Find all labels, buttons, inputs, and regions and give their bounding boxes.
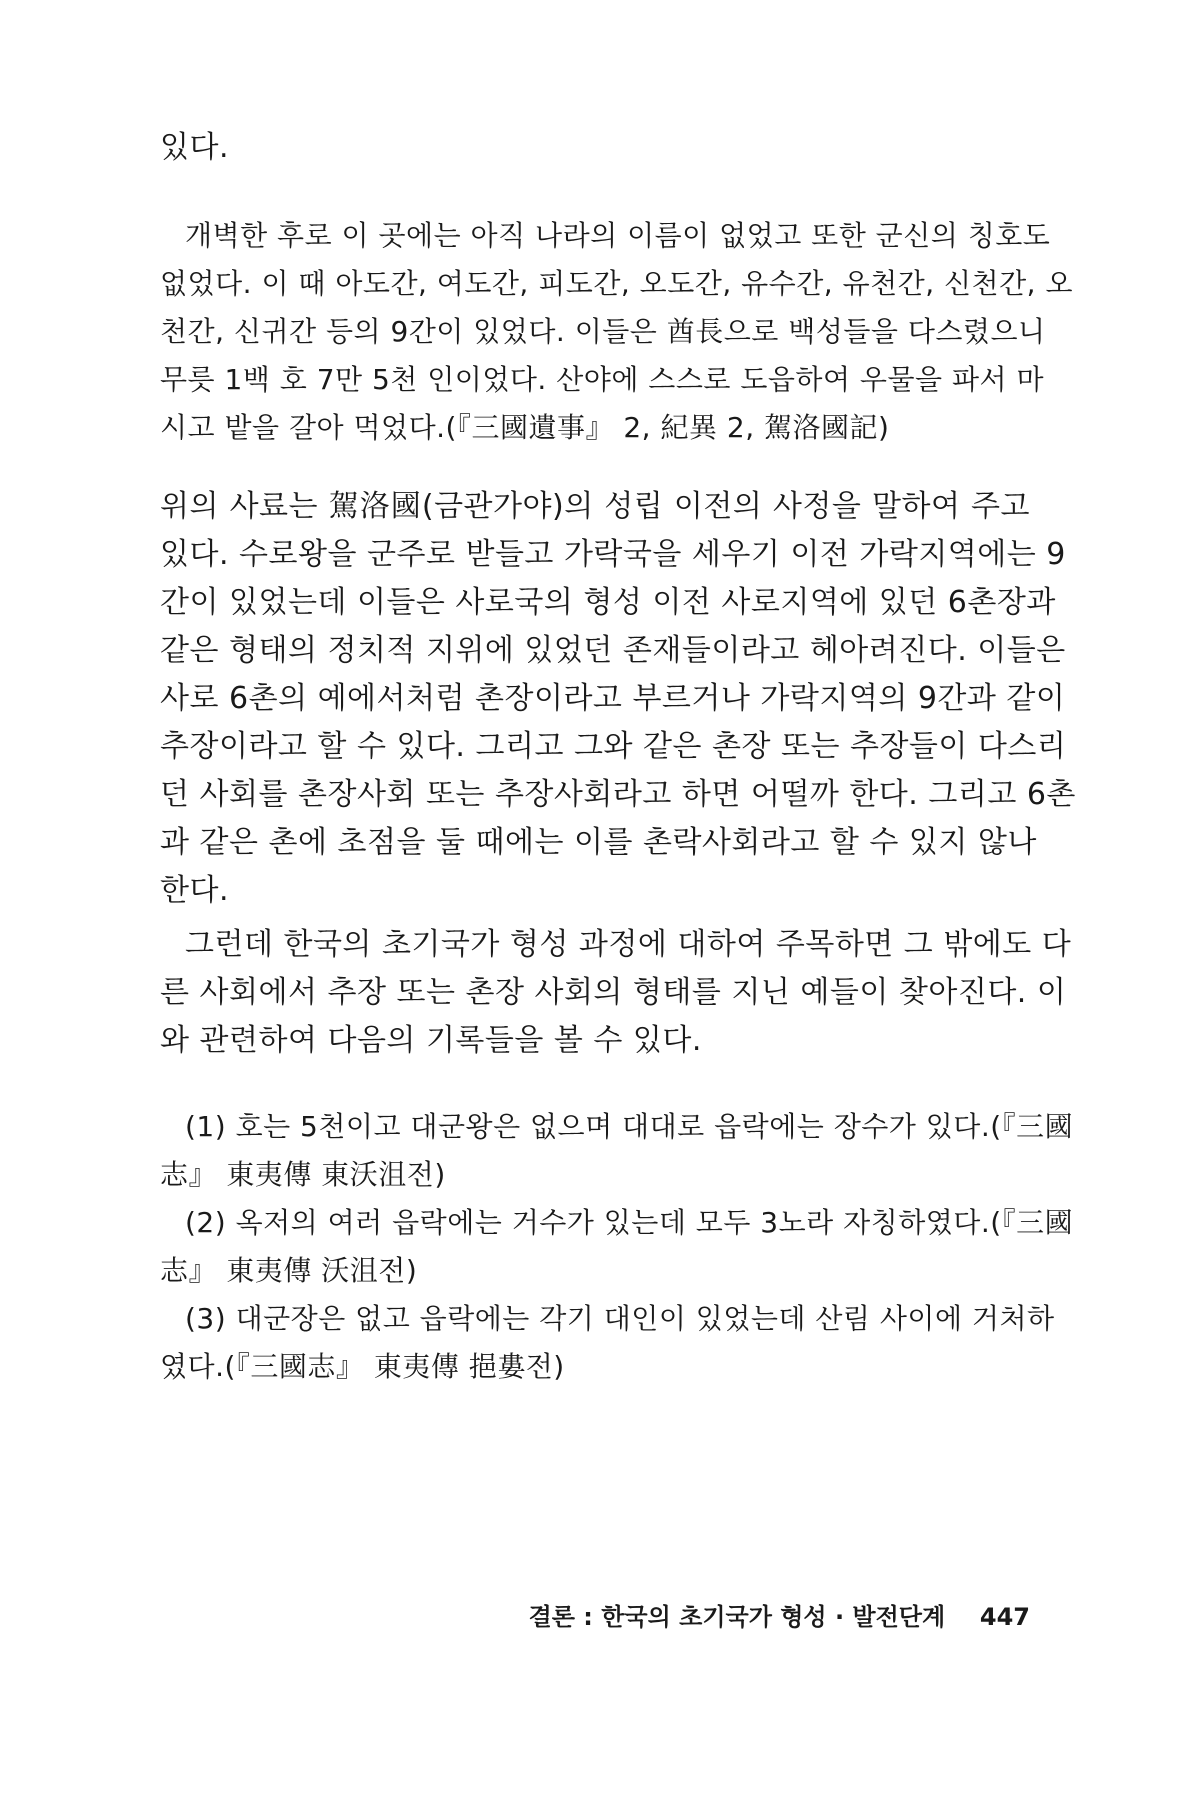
page-footer <box>529 1600 1030 1634</box>
record-3-cont: 였다.(『三國志』 東夷傳 挹婁전) <box>160 1350 565 1383</box>
body-line: 있다. 수로왕을 군주로 받들고 가락국을 세우기 이전 가락지역에는 9 <box>160 537 1066 572</box>
record-2-cont: 志』 東夷傳 沃沮전) <box>160 1254 418 1287</box>
quote-line: 무릇 1백 호 7만 5천 인이었다. 산야에 스스로 도읍하여 우물을 파서 마 <box>160 363 1044 396</box>
running-title: 결론 : 한국의 초기국가 형성 · 발전단계 <box>528 1603 946 1631</box>
body-line: 사로 6촌의 예에서처럼 촌장이라고 부르거나 가락지역의 9간과 같이 <box>160 681 1066 716</box>
record-3-line: (3) 대군장은 없고 읍락에는 각기 대인이 있었는데 산림 사이에 거처하 <box>185 1302 1055 1335</box>
body-line: 른 사회에서 추장 또는 촌장 사회의 형태를 지닌 예들이 찾아진다. 이 <box>160 975 1067 1010</box>
body-line: 같은 형태의 정치적 지위에 있었던 존재들이라고 헤아려진다. 이들은 <box>160 633 1066 668</box>
record-1-line: (1) 호는 5천이고 대군왕은 없으며 대대로 읍락에는 장수가 있다.(『三國 <box>185 1110 1074 1143</box>
quote-line: 시고 밭을 갈아 먹었다.(『三國遺事』 2, 紀異 2, 駕洛國記) <box>160 411 890 444</box>
body-line: 위의 사료는 駕洛國(금관가야)의 성립 이전의 사정을 말하여 주고 <box>160 489 1030 524</box>
quote-line: 개벽한 후로 이 곳에는 아직 나라의 이름이 없었고 또한 군신의 칭호도 <box>185 219 1051 252</box>
body-line: 그런데 한국의 초기국가 형성 과정에 대하여 주목하면 그 밖에도 다 <box>185 927 1072 962</box>
body-line: 과 같은 촌에 초점을 둘 때에는 이를 촌락사회라고 할 수 있지 않나 <box>160 825 1037 860</box>
continuation-line: 있다. <box>160 130 229 165</box>
body-line: 한다. <box>160 873 229 908</box>
quote-line: 없었다. 이 때 아도간, 여도간, 피도간, 오도간, 유수간, 유천간, 신천간, 오 <box>160 267 1074 300</box>
quote-line: 천간, 신귀간 등의 9간이 있었다. 이들은 酋長으로 백성들을 다스렸으니 <box>160 315 1046 348</box>
body-line: 던 사회를 촌장사회 또는 추장사회라고 하면 어떨까 한다. 그리고 6촌 <box>160 777 1076 812</box>
body-line: 간이 있었는데 이들은 사로국의 형성 이전 사로지역에 있던 6촌장과 <box>160 585 1056 620</box>
page-number: 447 <box>979 1603 1030 1631</box>
record-1-cont: 志』 東夷傳 東沃沮전) <box>160 1158 446 1191</box>
record-2-line: (2) 옥저의 여러 읍락에는 거수가 있는데 모두 3노라 자칭하였다.(『三國 <box>185 1206 1074 1239</box>
body-line: 추장이라고 할 수 있다. 그리고 그와 같은 촌장 또는 추장들이 다스리 <box>160 729 1067 764</box>
body-line: 와 관련하여 다음의 기록들을 볼 수 있다. <box>160 1023 702 1058</box>
